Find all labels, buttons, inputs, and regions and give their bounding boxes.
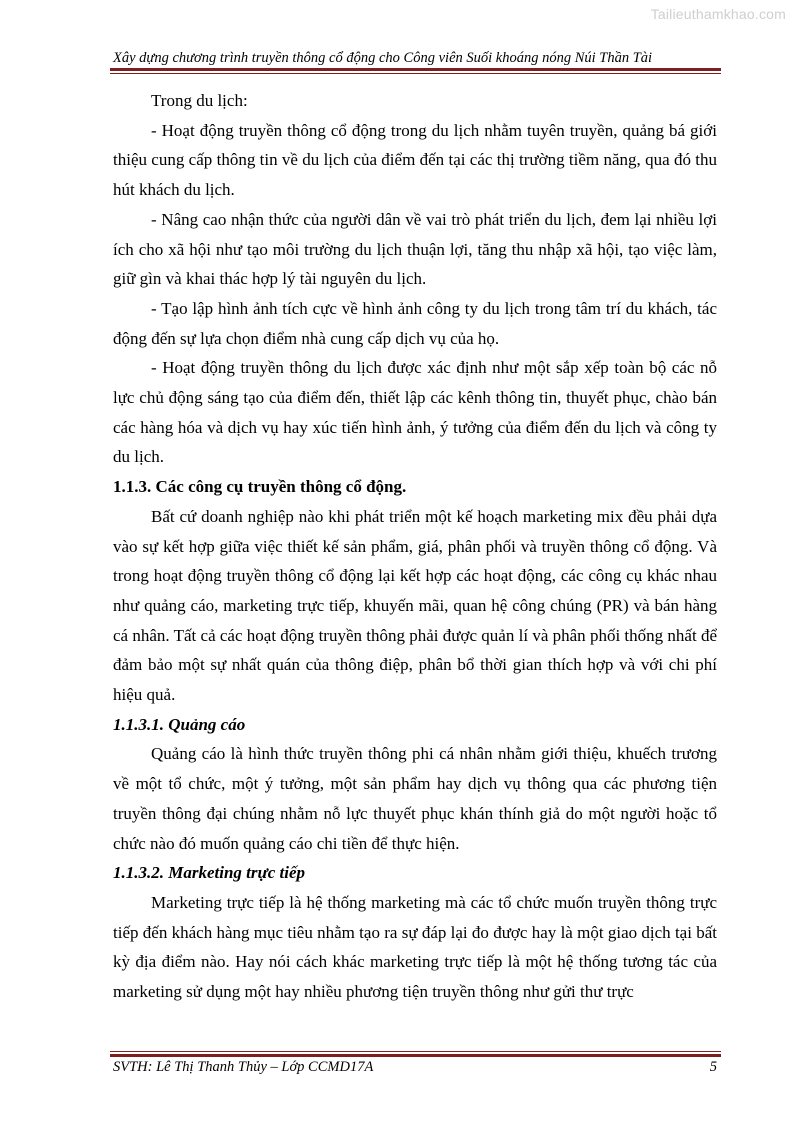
footer-divider-thin [110, 1051, 721, 1052]
page-number: 5 [709, 1059, 717, 1075]
paragraph: - Hoạt động truyền thông du lịch được xác định như một sắp xếp toàn bộ các nỗ lực chủ động sáng tạo của điểm đến, thiết lập các kênh thông tin, thuyết phục, chào bán các hàng hóa và dịch vụ hay xúc tiến hình ảnh, ý tưởng của điểm đến du lịch và công ty du lịch. [113, 358, 717, 467]
paragraph: Quảng cáo là hình thức truyền thông phi cá nhân nhằm giới thiệu, khuếch trương về một tổ chức, một ý tưởng, một sản phẩm hay dịch vụ thông qua các phương tiện truyền thông đại chúng nhằm nỗ lực thuyết phục khán thính giả do một người hoặc tổ chức nào đó muốn quảng cáo chi tiền để thực hiện. [113, 744, 717, 853]
paragraph: - Nâng cao nhận thức của người dân về vai trò phát triển du lịch, đem lại nhiều lợi ích cho xã hội như tạo môi trường du lịch thuận lợi, tăng thu nhập xã hội, tạo việc làm, giữ gìn và khai thác hợp lý tài nguyên du lịch. [113, 209, 717, 289]
subsection-heading: 1.1.3.1. Quảng cáo [113, 714, 246, 734]
subsection-heading: 1.1.3.2. Marketing trực tiếp [113, 863, 305, 883]
paragraph: - Tạo lập hình ảnh tích cực về hình ảnh công ty du lịch trong tâm trí du khách, tác động đến sự lựa chọn điểm nhà cung cấp dịch vụ của họ. [113, 298, 717, 348]
paragraph: - Hoạt động truyền thông cổ động trong du lịch nhằm tuyên truyền, quảng bá giới thiệu cung cấp thông tin về du lịch của điểm đến tại các thị trường tiềm năng, qua đó thu hút khách du lịch. [113, 120, 717, 200]
header-divider-thin [110, 73, 721, 74]
section-heading: 1.1.3. Các công cụ truyền thông cổ động. [113, 477, 407, 497]
header-divider [110, 68, 721, 71]
watermark: Tailieuthamkhao.com [650, 6, 786, 22]
page-body [113, 86, 717, 1007]
paragraph: Bất cứ doanh nghiệp nào khi phát triển một kế hoạch marketing mix đều phải dựa vào sự kết hợp giữa việc thiết kế sản phẩm, giá, phân phối và truyền thông cổ động. Và trong hoạt động truyền thông cổ động lại kết hợp các hoạt động, các công cụ khác nhau như quảng cáo, marketing trực tiếp, khuyến mãi, quan hệ công chúng (PR) và bán hàng cá nhân. Tất cả các hoạt động truyền thông phải được quản lí và phân phối thống nhất để đảm bảo một sự nhất quán của thông điệp, phân bổ thời gian thích hợp và với chi phí hiệu quả. [113, 506, 717, 705]
paragraph: Marketing trực tiếp là hệ thống marketing mà các tổ chức muốn truyền thông trực tiếp đến khách hàng mục tiêu nhằm tạo ra sự đáp lại đo được hay là một giao dịch tại bất kỳ địa điểm nào. Hay nói cách khác marketing trực tiếp là một hệ thống tương tác của marketing sử dụng một hay nhiều phương tiện truyền thông như gửi thư trực [113, 892, 717, 1002]
footer-author: SVTH: Lê Thị Thanh Thủy – Lớp CCMD17A [113, 1059, 374, 1075]
footer-divider [110, 1054, 721, 1057]
paragraph: Trong du lịch: [151, 91, 248, 110]
page-header: Xây dựng chương trình truyền thông cổ động cho Công viên Suối khoáng nóng Núi Thần Tài [113, 50, 653, 66]
